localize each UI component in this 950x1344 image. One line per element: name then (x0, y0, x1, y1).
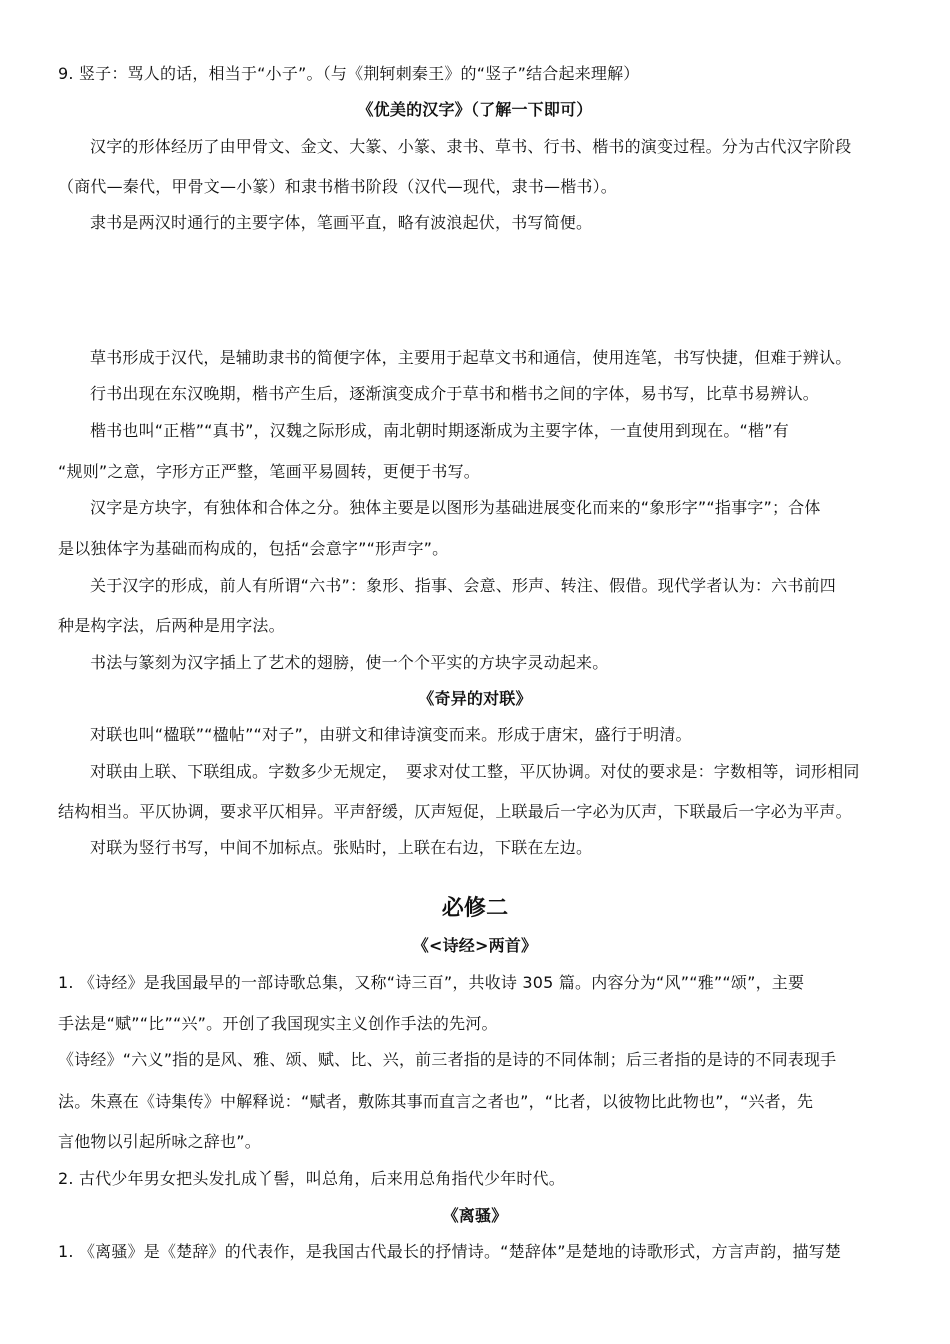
paragraph: 汉字是方块字，有独体和合体之分。独体主要是以图形为基础进展变化而来的“象形字”“指事字”；合体 (90, 498, 821, 517)
paragraph: 法。朱熹在《诗集传》中解释说：“赋者，敷陈其事而直言之者也”，“比者，以彼物比此物也”，“兴者，先 (58, 1092, 814, 1111)
paragraph: 行书出现在东汉晚期，楷书产生后，逐渐演变成介于草书和楷书之间的字体，易书写，比草书易辨认。 (90, 384, 820, 403)
paragraph: 是以独体字为基础而构成的，包括“会意字”“形声字”。 (58, 539, 449, 558)
chapter-title: 必修二 (441, 896, 509, 921)
paragraph: （商代—秦代，甲骨文—小篆）和隶书楷书阶段（汉代—现代，隶书—楷书）。 (58, 177, 618, 196)
paragraph: 草书形成于汉代，是辅助隶书的简便字体，主要用于起草文书和通信，使用连笔，书写快捷，但难于辨认。 (90, 348, 852, 367)
section-title-lisao: 《离骚》 (442, 1206, 508, 1225)
paragraph: 关于汉字的形成，前人有所谓“六书”：象形、指事、会意、形声、转注、假借。现代学者认为：六书前四 (90, 576, 836, 595)
paragraph: 1. 《诗经》是我国最早的一部诗歌总集，又称“诗三百”，共收诗 305 篇。内容分为“风”“雅”“颂”，主要 (58, 973, 805, 992)
paragraph: 结构相当。平仄协调，要求平仄相异。平声舒缓，仄声短促，上联最后一字必为仄声，下联最后一字必为平声。 (58, 802, 852, 821)
paragraph: 对联为竖行书写，中间不加标点。张贴时，上联在右边，下联在左边。 (90, 838, 593, 857)
paragraph: 对联由上联、下联组成。字数多少无规定， 要求对仗工整，平仄协调。对仗的要求是：字数相等，词形相同 (90, 762, 860, 781)
section-title-couplets: 《奇异的对联》 (418, 689, 532, 708)
paragraph: 楷书也叫“正楷”“真书”，汉魏之际形成，南北朝时期逐渐成为主要字体，一直使用到现在。“楷”有 (90, 421, 789, 440)
note-9: 9. 竖子：骂人的话，相当于“小子”。（与《荆轲刺秦王》的“竖子”结合起来理解） (58, 64, 640, 83)
paragraph: 1. 《离骚》是《楚辞》的代表作，是我国古代最长的抒情诗。“楚辞体”是楚地的诗歌形式，方言声韵，描写楚 (58, 1242, 842, 1261)
section-title-beautiful-hanzi: 《优美的汉字》（了解一下即可） (357, 100, 593, 119)
paragraph: 种是构字法，后两种是用字法。 (58, 616, 285, 635)
paragraph: 言他物以引起所咏之辞也”。 (58, 1132, 261, 1151)
paragraph: 书法与篆刻为汉字插上了艺术的翅膀，使一个个平实的方块字灵动起来。 (90, 653, 609, 672)
paragraph: 隶书是两汉时通行的主要字体，笔画平直，略有波浪起伏，书写简便。 (90, 213, 593, 232)
paragraph: “规则”之意，字形方正严整，笔画平易圆转，更便于书写。 (58, 462, 480, 481)
section-title-shijing: 《<诗经>两首》 (412, 936, 538, 955)
paragraph: 汉字的形体经历了由甲骨文、金文、大篆、小篆、隶书、草书、行书、楷书的演变过程。分为古代汉字阶段 (90, 137, 852, 156)
paragraph: 手法是“赋”“比”“兴”。开创了我国现实主义创作手法的先河。 (58, 1014, 498, 1033)
paragraph: 对联也叫“楹联”“楹帖”“对子”，由骈文和律诗演变而来。形成于唐宋，盛行于明清。 (90, 725, 692, 744)
paragraph: 《诗经》“六义”指的是风、雅、颂、赋、比、兴，前三者指的是诗的不同体制；后三者指的是诗的不同表现手 (58, 1050, 837, 1069)
paragraph: 2. 古代少年男女把头发扎成丫髻，叫总角，后来用总角指代少年时代。 (58, 1169, 565, 1188)
